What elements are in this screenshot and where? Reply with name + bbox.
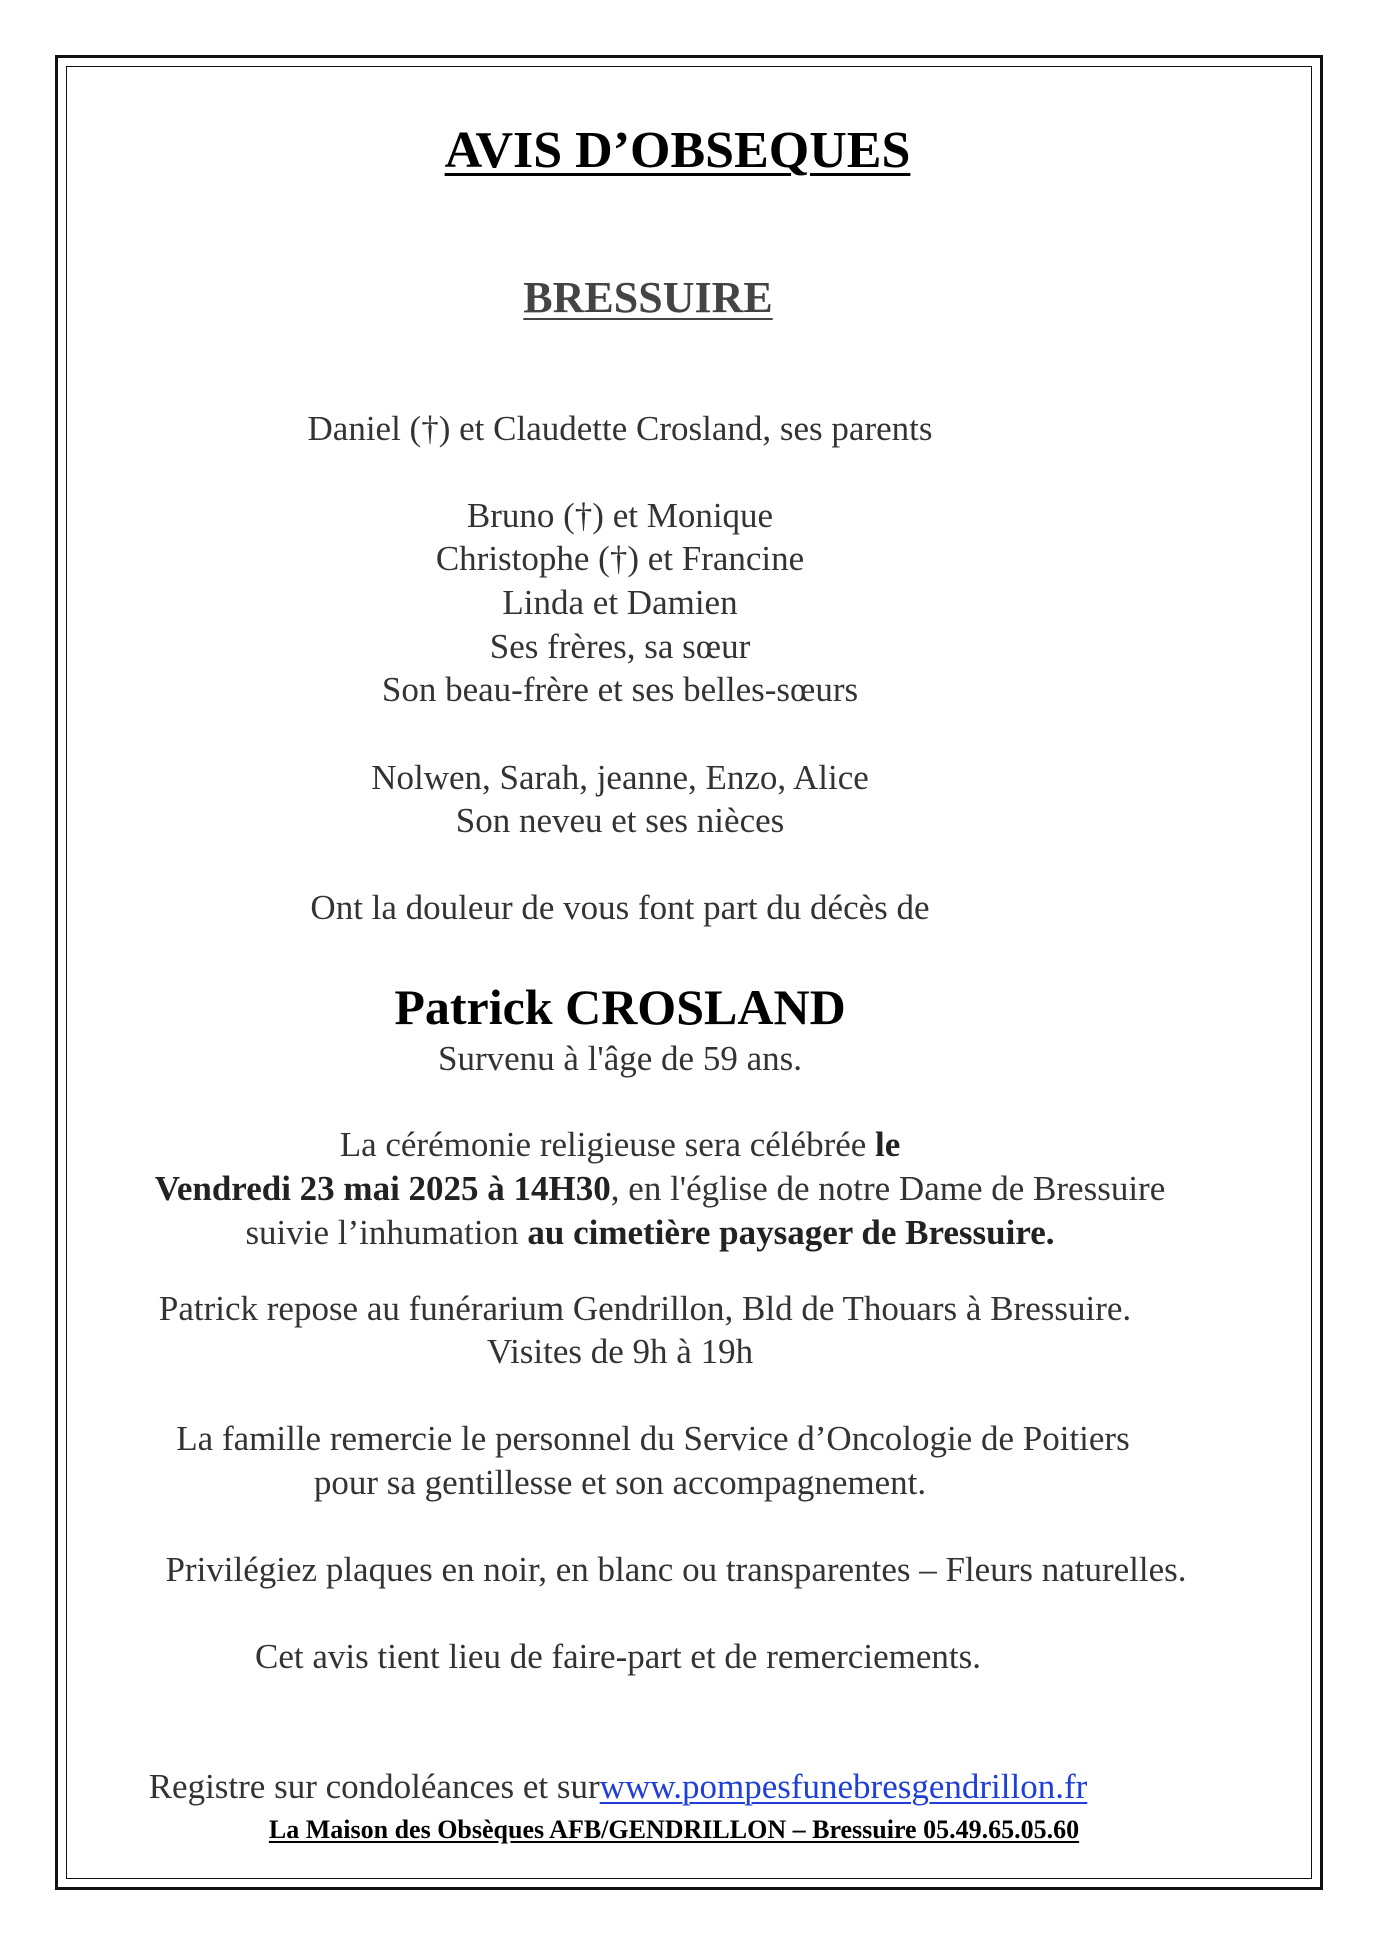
nephews-names: Nolwen, Sarah, jeanne, Enzo, Alice [371, 758, 869, 797]
sibling-line-2: Christophe (†) et Francine [435, 539, 805, 578]
sibling-line-5: Son beau-frère et ses belles-sœurs [381, 670, 859, 709]
ceremony-location: , en l'église de notre Dame de Bressuire [610, 1169, 1166, 1208]
ceremony-line-1 [0, 1126, 1240, 1165]
rest-line-2: Visites de 9h à 19h [486, 1332, 754, 1371]
sibling-line-4: Ses frères, sa sœur [489, 627, 751, 666]
parents-line: Daniel (†) et Claudette Crosland, ses parents [307, 409, 933, 448]
website-link[interactable]: www.pompesfunebresgendrillon.fr [599, 1767, 1088, 1806]
sibling-line-1: Bruno (†) et Monique [466, 496, 774, 535]
burial-place: au cimetière paysager de Bressuire. [527, 1213, 1055, 1252]
notice-title: AVIS D’OBSEQUES [444, 122, 911, 179]
thanks-line-2: pour sa gentillesse et son accompagnement. [313, 1463, 927, 1502]
flowers-line: Privilégiez plaques en noir, en blanc ou transparentes – Fleurs naturelles. [165, 1550, 1187, 1589]
notice-line: Cet avis tient lieu de faire-part et de remerciements. [255, 1637, 981, 1676]
ceremony-line-3 [0, 1214, 1300, 1253]
thanks-line-1: La famille remercie le personnel du Service d’Oncologie de Poitiers [176, 1419, 1130, 1458]
register-text: Registre sur condoléances et sur [148, 1767, 600, 1806]
announcement-line: Ont la douleur de vous font part du décès de [310, 888, 930, 927]
ceremony-line-2 [0, 1170, 1320, 1209]
nephews-relation: Son neveu et ses nièces [455, 801, 785, 840]
sibling-line-3: Linda et Damien [502, 583, 738, 622]
burial-text: suivie l’inhumation [245, 1213, 528, 1252]
funeral-home-footer: La Maison des Obsèques AFB/GENDRILLON – Bressuire 05.49.65.05.60 [268, 1815, 1080, 1844]
ceremony-line-1-text: La cérémonie religieuse sera célébrée [339, 1125, 876, 1164]
page-border-inner [66, 66, 1312, 1879]
age-line: Survenu à l'âge de 59 ans. [438, 1039, 802, 1078]
ceremony-date: Vendredi 23 mai 2025 à 14H30 [154, 1169, 611, 1208]
city-heading: BRESSUIRE [523, 273, 773, 322]
rest-line-1: Patrick repose au funérarium Gendrillon, Bld de Thouars à Bressuire. [158, 1289, 1132, 1328]
ceremony-line-1-bold: le [875, 1125, 901, 1164]
register-line [0, 1768, 1236, 1807]
deceased-name: Patrick CROSLAND [394, 979, 846, 1035]
